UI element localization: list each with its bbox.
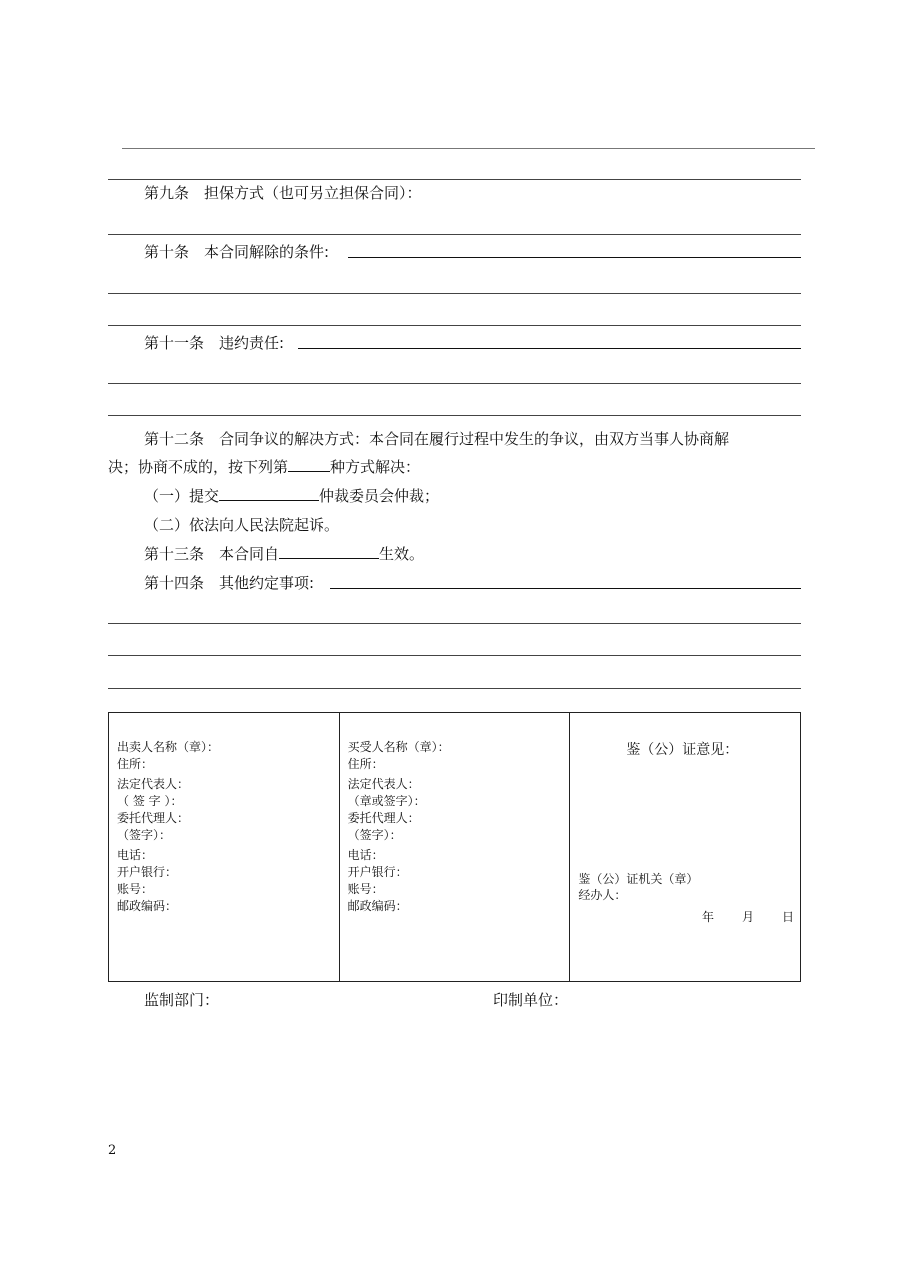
notary-info: [578, 871, 698, 903]
method-number-field[interactable]: [288, 457, 330, 472]
rule: [108, 688, 801, 689]
supervisor-label: 监制部门：: [144, 991, 220, 1009]
buyer-line: （章或签字）：: [347, 794, 426, 808]
article-14: 第十四条 其他约定事项:: [144, 574, 315, 592]
seller-line: 账号：: [117, 882, 154, 896]
notary-date: [674, 908, 794, 925]
article-14-field[interactable]: [330, 588, 801, 589]
seller-line: 法定代表人：: [117, 777, 190, 791]
signature-table: [108, 712, 801, 982]
article-10: 第十条 本合同解除的条件:: [144, 243, 330, 261]
month-label: 月: [741, 910, 754, 924]
seller-line: 邮政编码：: [117, 899, 178, 913]
notary-handler: 经办人：: [578, 888, 627, 902]
article-12-line1: 第十二条 合同争议的解决方式：本合同在履行过程中发生的争议，由双方当事人协商解: [144, 430, 730, 448]
buyer-line: 邮政编码：: [347, 899, 408, 913]
rule: [108, 415, 801, 416]
header-rule: [122, 148, 815, 149]
buyer-line: 电话：: [347, 848, 384, 862]
rule: [108, 234, 801, 235]
buyer-cell: [339, 713, 570, 982]
rule: [108, 293, 801, 294]
buyer-info: [348, 739, 450, 915]
buyer-line: 账号：: [347, 882, 384, 896]
buyer-line: （签字）：: [347, 828, 402, 842]
article-12: 第十二条 合同争议的解决方式：本合同在履行过程中发生的争议，由双方当事人协商解 决；协商不成的，按下列第 种方式解决：: [108, 430, 730, 476]
notary-cell: [570, 713, 801, 982]
buyer-line: 住所：: [347, 757, 384, 771]
seller-info: [117, 739, 219, 915]
article-10-field[interactable]: [348, 257, 801, 258]
rule: [108, 179, 801, 180]
article-11-field[interactable]: [298, 348, 801, 349]
article-10-label: 第十条 本合同解除的条件: [144, 243, 325, 261]
buyer-line: 法定代表人：: [347, 777, 420, 791]
article-9: 第九条 担保方式（也可另立担保合同）：: [144, 184, 422, 202]
rule: [108, 623, 801, 624]
buyer-line: 委托代理人：: [347, 811, 420, 825]
notary-opinion-title: 鉴（公）证意见：: [626, 742, 739, 758]
page-number: 2: [108, 1143, 117, 1158]
arbitration-commission-field[interactable]: [219, 486, 319, 501]
rule: [108, 383, 801, 384]
article-11-label: 第十一条 违约责任: [144, 334, 280, 352]
seller-line: （ 签 字 ）：: [117, 794, 183, 808]
notary-org: 鉴（公）证机关（章）: [578, 872, 699, 886]
seller-line: （签字）：: [117, 828, 172, 842]
effective-date-field[interactable]: [279, 544, 379, 559]
article-13: 第十三条 本合同自 生效。: [144, 545, 425, 563]
seller-line: 委托代理人：: [117, 811, 190, 825]
seller-line: 住所：: [117, 757, 154, 771]
article-11: 第十一条 违约责任:: [144, 334, 285, 352]
buyer-line: 买受人名称（章）：: [347, 740, 450, 754]
seller-line: 开户银行：: [117, 865, 178, 879]
year-label: 年: [701, 910, 714, 924]
option-2: （二）依法向人民法院起诉。: [144, 516, 340, 534]
article-12-line2: 决；协商不成的，按下列第: [108, 458, 289, 476]
rule: [108, 655, 801, 656]
option-1: （一）提交 仲裁委员会仲裁；: [144, 487, 440, 505]
seller-line: 出卖人名称（章）：: [117, 740, 220, 754]
seller-line: 电话：: [117, 848, 154, 862]
printer-label: 印制单位：: [493, 991, 569, 1009]
rule: [108, 325, 801, 326]
buyer-line: 开户银行：: [347, 865, 408, 879]
day-label: 日: [781, 910, 794, 924]
seller-cell: [109, 713, 340, 982]
